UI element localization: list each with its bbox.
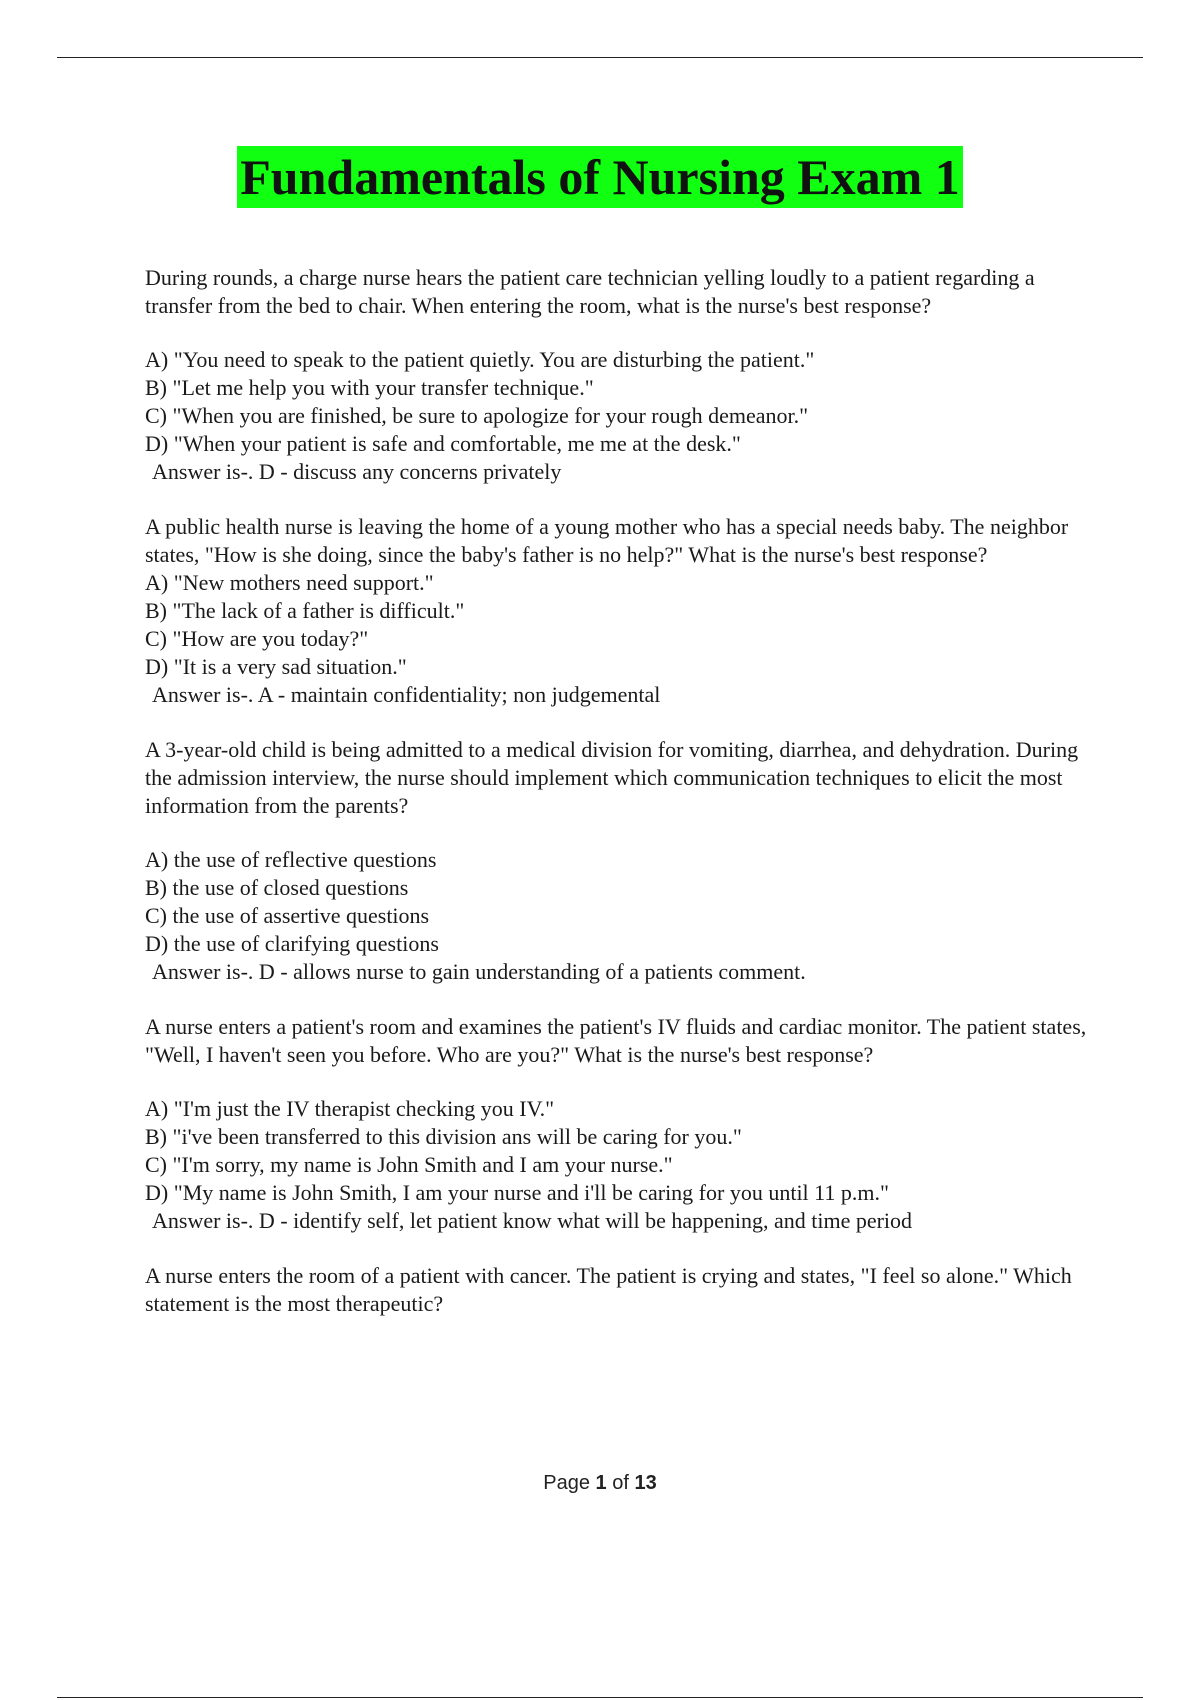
total-pages-number: 13 [634,1472,657,1494]
option-b: B) "i've been transferred to this division ans will be caring for you." [145,1124,742,1149]
document-body [145,264,1095,1345]
spacer [145,1069,1095,1095]
answer-text: Answer is-. D - identify self, let patient know what will be happening, and time period [152,1208,913,1233]
question-block-1 [145,264,1095,486]
of-label: of [612,1472,629,1494]
option-a: A) the use of reflective questions [145,847,437,872]
question-block-2 [145,513,1095,709]
option-list [145,1095,1095,1207]
option-d: D) "My name is John Smith, I am your nurse and i'll be caring for you until 11 p.m." [145,1180,889,1205]
spacer [145,820,1095,846]
question-stem: A 3-year-old child is being admitted to a medical division for vomiting, diarrhea, and dehydration. During the admission interview, the nurse should implement which communication techniques to elicit the most information from the parents? [145,737,1079,818]
question-stem: A nurse enters the room of a patient with cancer. The patient is crying and states, "I feel so alone." Which statement is the most therapeutic? [145,1263,1072,1316]
option-c: C) "I'm sorry, my name is John Smith and I am your nurse." [145,1152,673,1177]
question-stem: A public health nurse is leaving the home of a young mother who has a special needs baby. The neighbor states, "How is she doing, since the baby's father is no help?" What is the nurse's best response? [145,514,1069,567]
option-d: D) "When your patient is safe and comfortable, me me at the desk." [145,431,741,456]
current-page-number: 1 [595,1472,607,1494]
answer-text: Answer is-. D - discuss any concerns privately [152,459,562,484]
option-c: C) "How are you today?" [145,626,369,651]
option-list [145,846,1095,958]
page-label: Page [543,1472,590,1494]
option-d: D) the use of clarifying questions [145,931,439,956]
page-footer [0,1472,1200,1495]
question-block-5 [145,1262,1095,1318]
option-c: C) the use of assertive questions [145,903,430,928]
question-block-3 [145,736,1095,986]
document-title: Fundamentals of Nursing Exam 1 [237,146,963,208]
question-stem: A nurse enters a patient's room and examines the patient's IV fluids and cardiac monitor. The patient states, "Well, I haven't seen you before. Who are you?" What is the nurse's best response? [145,1014,1087,1067]
top-rule [57,57,1143,58]
option-c: C) "When you are finished, be sure to apologize for your rough demeanor." [145,403,809,428]
question-block-4 [145,1013,1095,1235]
spacer [145,320,1095,346]
option-a: A) "New mothers need support." [145,570,434,595]
question-stem: During rounds, a charge nurse hears the patient care technician yelling loudly to a patient regarding a transfer from the bed to chair. When entering the room, what is the nurse's best response? [145,265,1035,318]
option-b: B) "The lack of a father is difficult." [145,598,465,623]
answer-text: Answer is-. A - maintain confidentiality; non judgemental [152,682,661,707]
bottom-rule [57,1697,1143,1698]
option-b: B) the use of closed questions [145,875,409,900]
option-a: A) "I'm just the IV therapist checking you IV." [145,1096,555,1121]
option-b: B) "Let me help you with your transfer technique." [145,375,594,400]
title-wrapper [0,146,1200,208]
option-d: D) "It is a very sad situation." [145,654,407,679]
option-list [145,346,1095,458]
option-a: A) "You need to speak to the patient quietly. You are disturbing the patient." [145,347,815,372]
option-list [145,569,1095,681]
answer-text: Answer is-. D - allows nurse to gain understanding of a patients comment. [152,959,806,984]
